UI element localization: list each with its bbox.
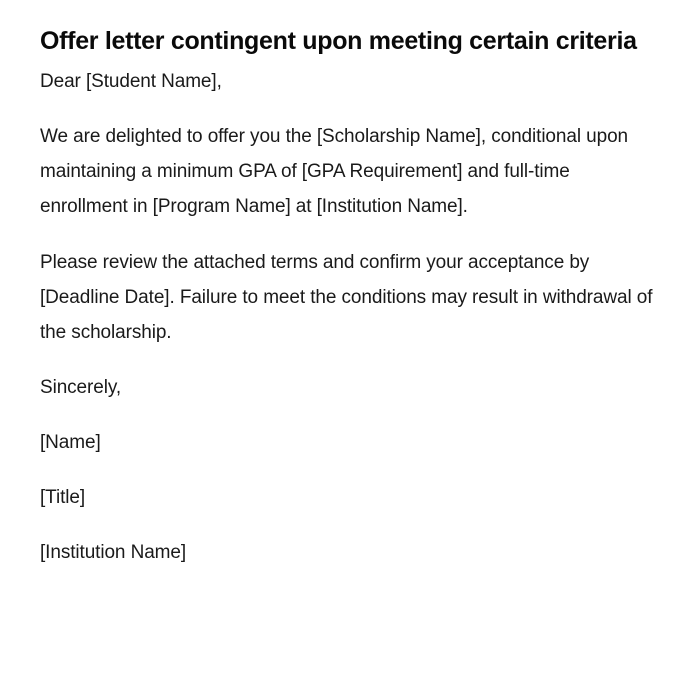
closing: Sincerely, bbox=[40, 377, 122, 398]
signature-title: [Title] bbox=[40, 487, 86, 508]
signature-institution: [Institution Name] bbox=[40, 542, 187, 563]
body-paragraph-terms: Please review the attached terms and confirm your acceptance by [Deadline Date]. Failure to meet the conditions may result in withdrawal of the scholarship. bbox=[40, 252, 653, 343]
greeting: Dear [Student Name], bbox=[40, 71, 222, 92]
body-paragraph-offer: We are delighted to offer you the [Scholarship Name], conditional upon maintaining a minimum GPA of [GPA Requirement] and full-time enrollment in [Program Name] at [Institution Name]. bbox=[40, 126, 629, 217]
letter-title: Offer letter contingent upon meeting certain criteria bbox=[40, 27, 637, 55]
signature-name: [Name] bbox=[40, 432, 101, 453]
